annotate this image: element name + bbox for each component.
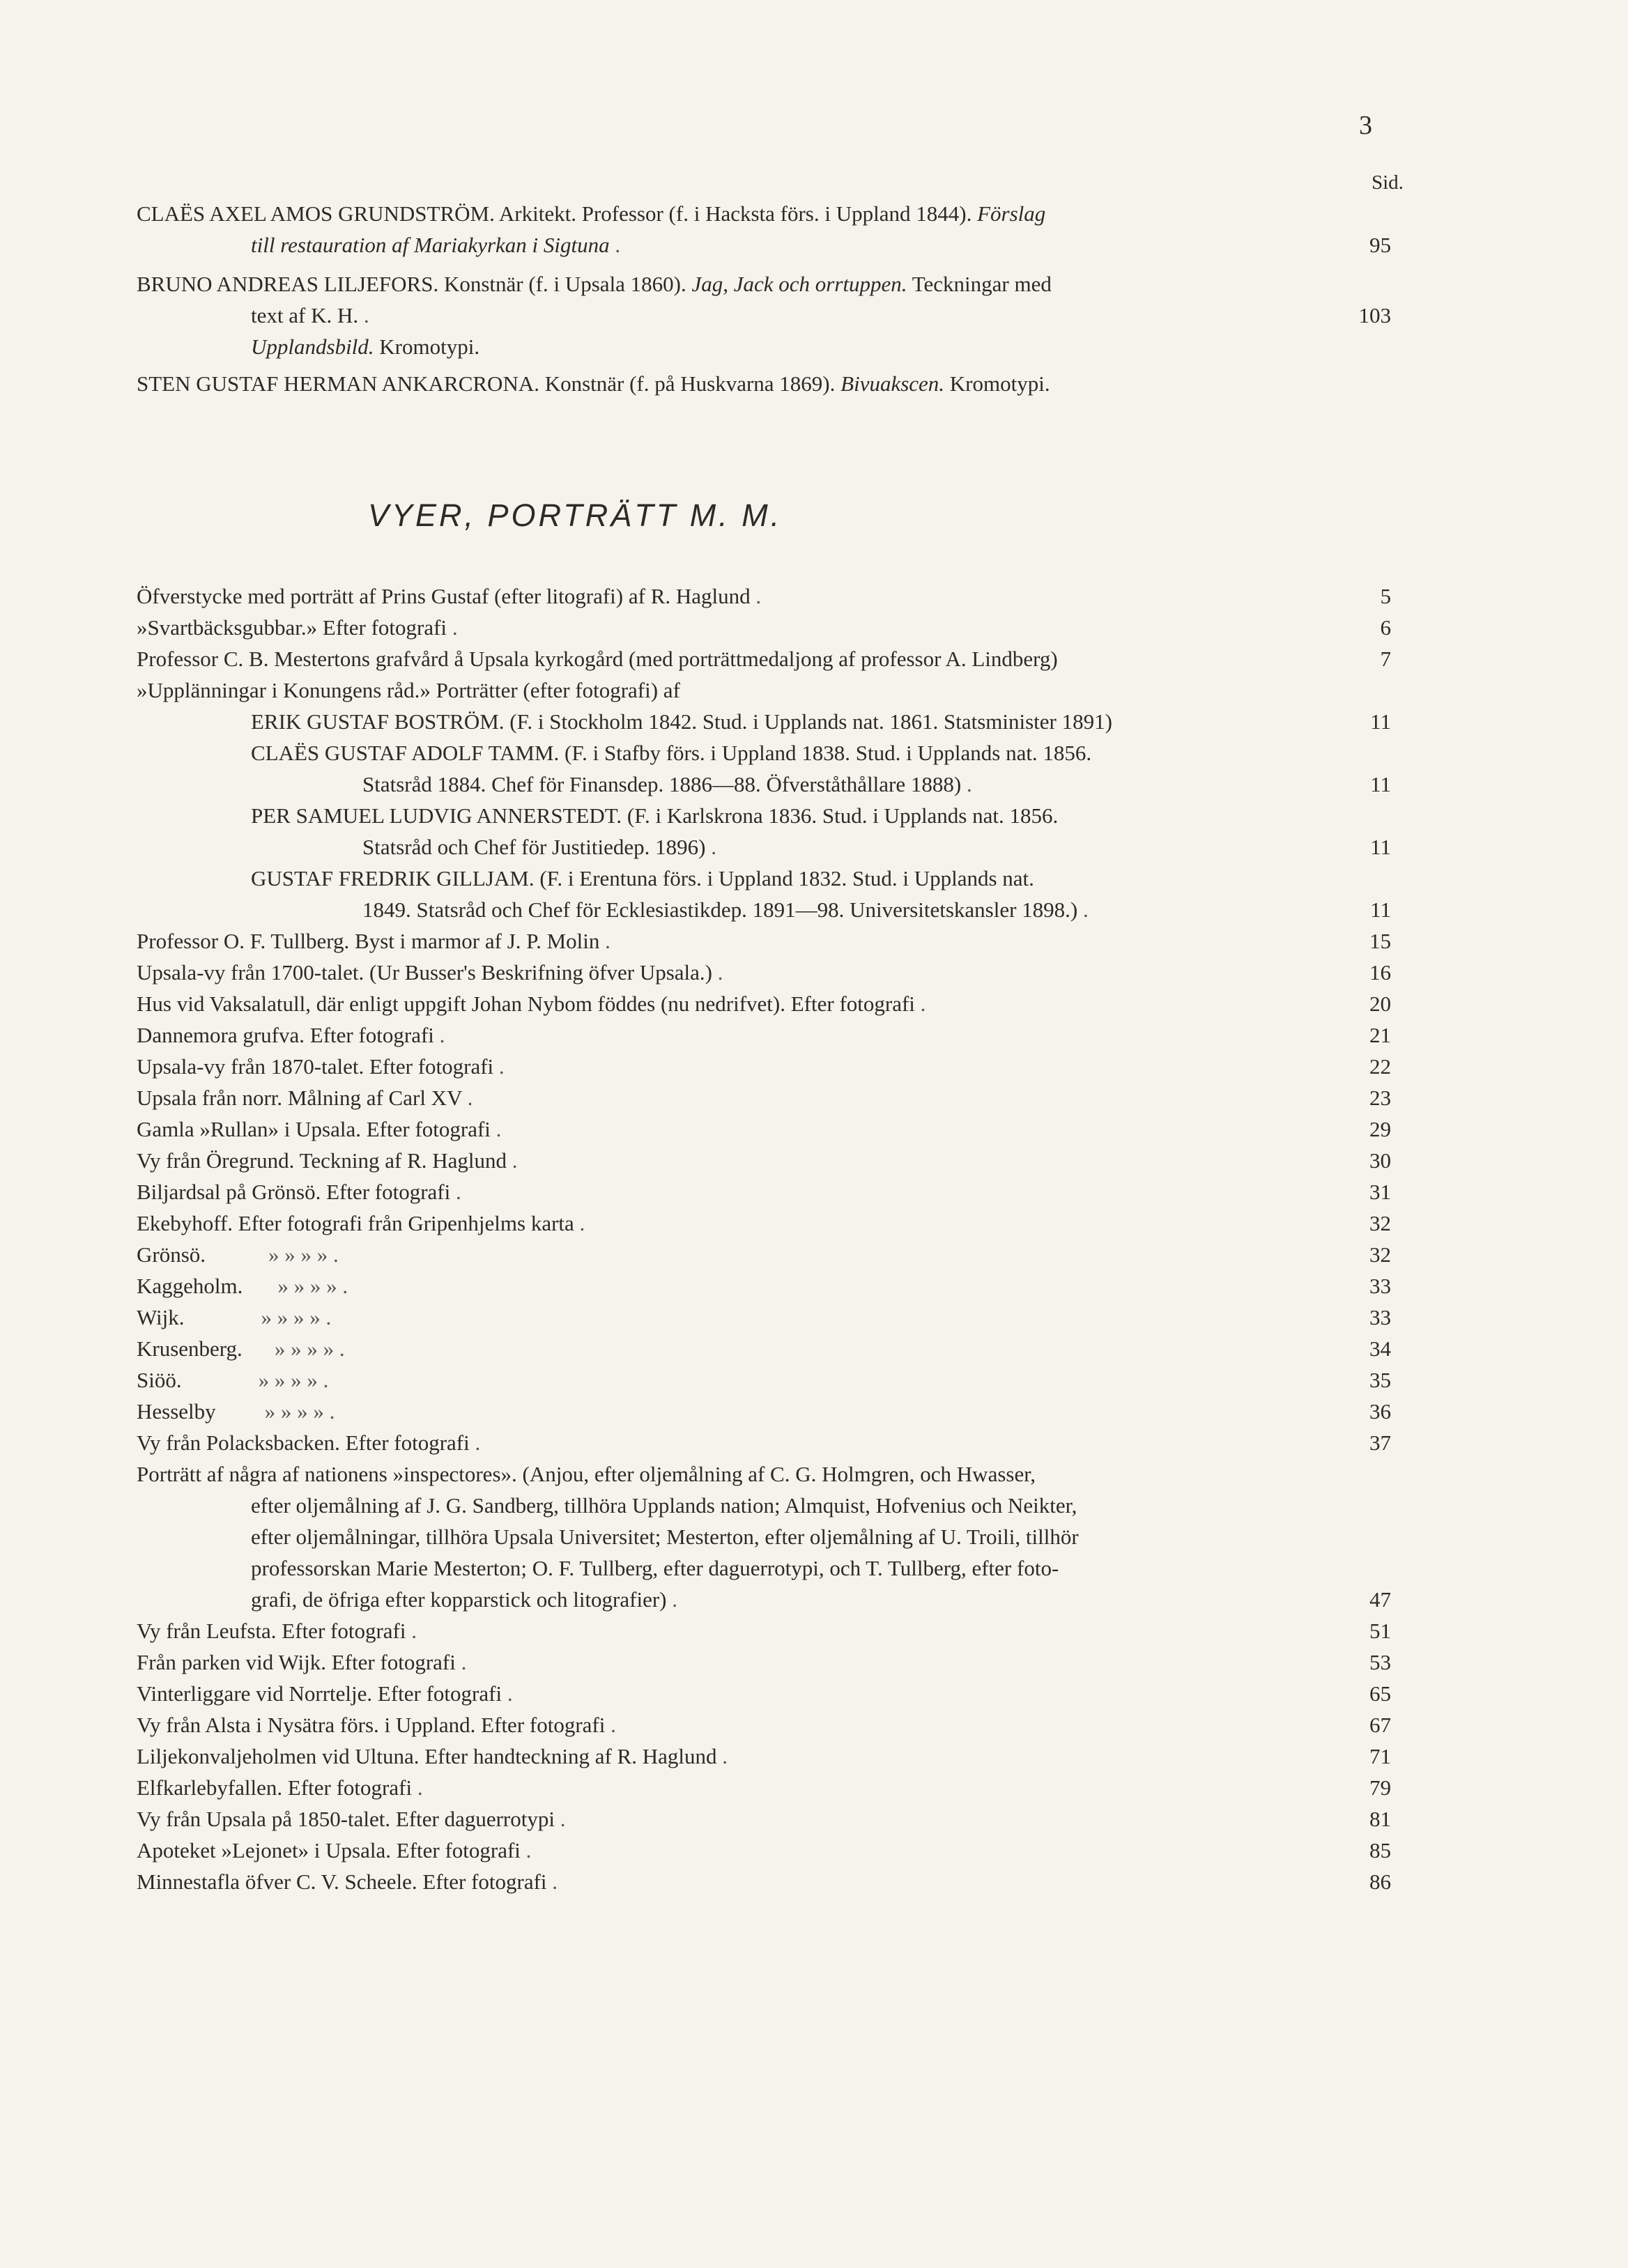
list-item: Siöö. » » » » . 35 (137, 1368, 1391, 1392)
list-item: Minnestafla öfver C. V. Scheele. Efter fotografi . 86 (137, 1869, 1391, 1894)
list-item: grafi, de öfriga efter kopparstick och litografier) . 47 (251, 1587, 1391, 1612)
list-item: Vy från Alsta i Nysätra förs. i Uppland. Efter fotografi . 67 (137, 1713, 1391, 1737)
artwork-title: Bivuakscen. (840, 371, 945, 396)
artwork-title: Upplandsbild. (251, 334, 374, 359)
list-item: Statsråd och Chef för Justitiedep. 1896) . 11 (362, 835, 1391, 859)
list-item: Biljardsal på Grönsö. Efter fotografi . 31 (137, 1180, 1391, 1204)
list-item: Upsala-vy från 1870-talet. Efter fotografi . 22 (137, 1054, 1391, 1079)
list-item: Gamla »Rullan» i Upsala. Efter fotografi . 29 (137, 1117, 1391, 1141)
artist-entry-ankarcrona (137, 368, 1373, 399)
page-ref: 103 (1358, 303, 1391, 327)
list-item: Statsråd 1884. Chef för Finansdep. 1886—88. Öfverståthållare 1888) . 11 (362, 772, 1391, 796)
list-item: Liljekonvaljeholmen vid Ultuna. Efter handteckning af R. Haglund . 71 (137, 1744, 1391, 1768)
sid-label: Sid. (1372, 171, 1404, 194)
artist-entry-liljefors: BRUNO ANDREAS LILJEFORS. Konstnär (f. i Upsala 1860). Jag, Jack och orrtuppen. Teckningar med text af K. H. . 103 Upplandsbild. Kromotypi. (137, 272, 1391, 359)
list-item: professorskan Marie Mesterton; O. F. Tullberg, efter daguerrotypi, och T. Tullberg, efter foto- (251, 1556, 1059, 1580)
list-item: Grönsö. » » » » . 32 (137, 1242, 1391, 1267)
index-list (137, 580, 1391, 1897)
list-item: Vy från Leufsta. Efter fotografi . 51 (137, 1619, 1391, 1643)
artwork-title: Förslag (977, 201, 1046, 226)
list-item: Upsala-vy från 1700-talet. (Ur Busser's Beskrifning öfver Upsala.) . 16 (137, 960, 1391, 985)
list-item: Öfverstycke med porträtt af Prins Gustaf (efter litografi) af R. Haglund . 5 (137, 584, 1391, 608)
list-item: Porträtt af några af nationens »inspectores». (Anjou, efter oljemålning af C. G. Holmgren, och Hwasser, (137, 1462, 1036, 1486)
artist-text: BRUNO ANDREAS LILJEFORS. Konstnär (f. i Upsala 1860). (137, 272, 686, 296)
list-item: Professor O. F. Tullberg. Byst i marmor af J. P. Molin . 15 (137, 929, 1391, 953)
artist-text-cont: text af K. H. (251, 303, 359, 327)
page-number: 3 (1359, 111, 1372, 140)
list-item: Kaggeholm. » » » » . 33 (137, 1274, 1391, 1298)
list-item: Vy från Upsala på 1850-talet. Efter daguerrotypi . 81 (137, 1807, 1391, 1831)
list-item: »Upplänningar i Konungens råd.» Porträtter (efter fotografi) af (137, 678, 680, 702)
list-item: Wijk. » » » » . 33 (137, 1305, 1391, 1329)
artist-text: STEN GUSTAF HERMAN ANKARCRONA. Konstnär (f. på Huskvarna 1869). (137, 371, 836, 396)
list-item: Vinterliggare vid Norrtelje. Efter fotografi . 65 (137, 1681, 1391, 1706)
list-item: Krusenberg. » » » » . 34 (137, 1336, 1391, 1361)
list-item: efter oljemålningar, tillhöra Upsala Universitet; Mesterton, efter oljemålning af U. Troili, tillhör (251, 1525, 1079, 1549)
list-item: Upsala från norr. Målning af Carl XV . 23 (137, 1086, 1391, 1110)
artist-entry-grundstrom: CLAËS AXEL AMOS GRUNDSTRÖM. Arkitekt. Professor (f. i Hacksta förs. i Uppland 1844). Förslag till restauration af Mariakyrkan i Sigtuna . 95 (137, 198, 1373, 261)
section-title: VYER, PORTRÄTT M. M. (368, 497, 783, 533)
list-item: Vy från Polacksbacken. Efter fotografi . 37 (137, 1430, 1391, 1455)
list-item: ERIK GUSTAF BOSTRÖM. (F. i Stockholm 1842. Stud. i Upplands nat. 1861. Statsminister 1891) 11 (251, 709, 1391, 734)
list-item: »Svartbäcksgubbar.» Efter fotografi . 6 (137, 615, 1391, 640)
list-item: Dannemora grufva. Efter fotografi . 21 (137, 1023, 1391, 1047)
list-item: Elfkarlebyfallen. Efter fotografi . 79 (137, 1775, 1391, 1800)
list-item: efter oljemålning af J. G. Sandberg, tillhöra Upplands nation; Almquist, Hofvenius och Neikter, (251, 1493, 1077, 1518)
list-item: Professor C. B. Mestertons grafvård å Upsala kyrkogård (med porträttmedaljong af professor A. Lindberg) 7 (137, 647, 1391, 671)
list-item: Från parken vid Wijk. Efter fotografi . 53 (137, 1650, 1391, 1674)
list-item: Vy från Öregrund. Teckning af R. Haglund . 30 (137, 1148, 1391, 1173)
artist-text-tail: Kromotypi. (949, 371, 1050, 396)
list-item: Apoteket »Lejonet» i Upsala. Efter fotografi . 85 (137, 1838, 1391, 1862)
page-ref: 95 (1369, 233, 1391, 257)
list-item: CLAËS GUSTAF ADOLF TAMM. (F. i Stafby förs. i Uppland 1838. Stud. i Upplands nat. 1856. (251, 741, 1092, 765)
list-item: 1849. Statsråd och Chef för Ecklesiastikdep. 1891—98. Universitetskansler 1898.) . 11 (362, 897, 1391, 922)
list-item: Hus vid Vaksalatull, där enligt uppgift Johan Nybom föddes (nu nedrifvet). Efter fotografi . 20 (137, 992, 1391, 1016)
artwork-title: Jag, Jack och orrtuppen. (691, 272, 907, 296)
list-item: GUSTAF FREDRIK GILLJAM. (F. i Erentuna förs. i Uppland 1832. Stud. i Upplands nat. (251, 866, 1034, 890)
list-item: Ekebyhoff. Efter fotografi från Gripenhjelms karta . 32 (137, 1211, 1391, 1235)
list-item: Hesselby » » » » . 36 (137, 1399, 1391, 1424)
artist-text-tail: Teckningar med (912, 272, 1052, 296)
artist-text-tail: Kromotypi. (379, 334, 480, 359)
artwork-title-cont: till restauration af Mariakyrkan i Sigtuna (251, 233, 610, 257)
artist-text: CLAËS AXEL AMOS GRUNDSTRÖM. Arkitekt. Professor (f. i Hacksta förs. i Uppland 1844). (137, 201, 972, 226)
list-item: PER SAMUEL LUDVIG ANNERSTEDT. (F. i Karlskrona 1836. Stud. i Upplands nat. 1856. (251, 803, 1059, 828)
